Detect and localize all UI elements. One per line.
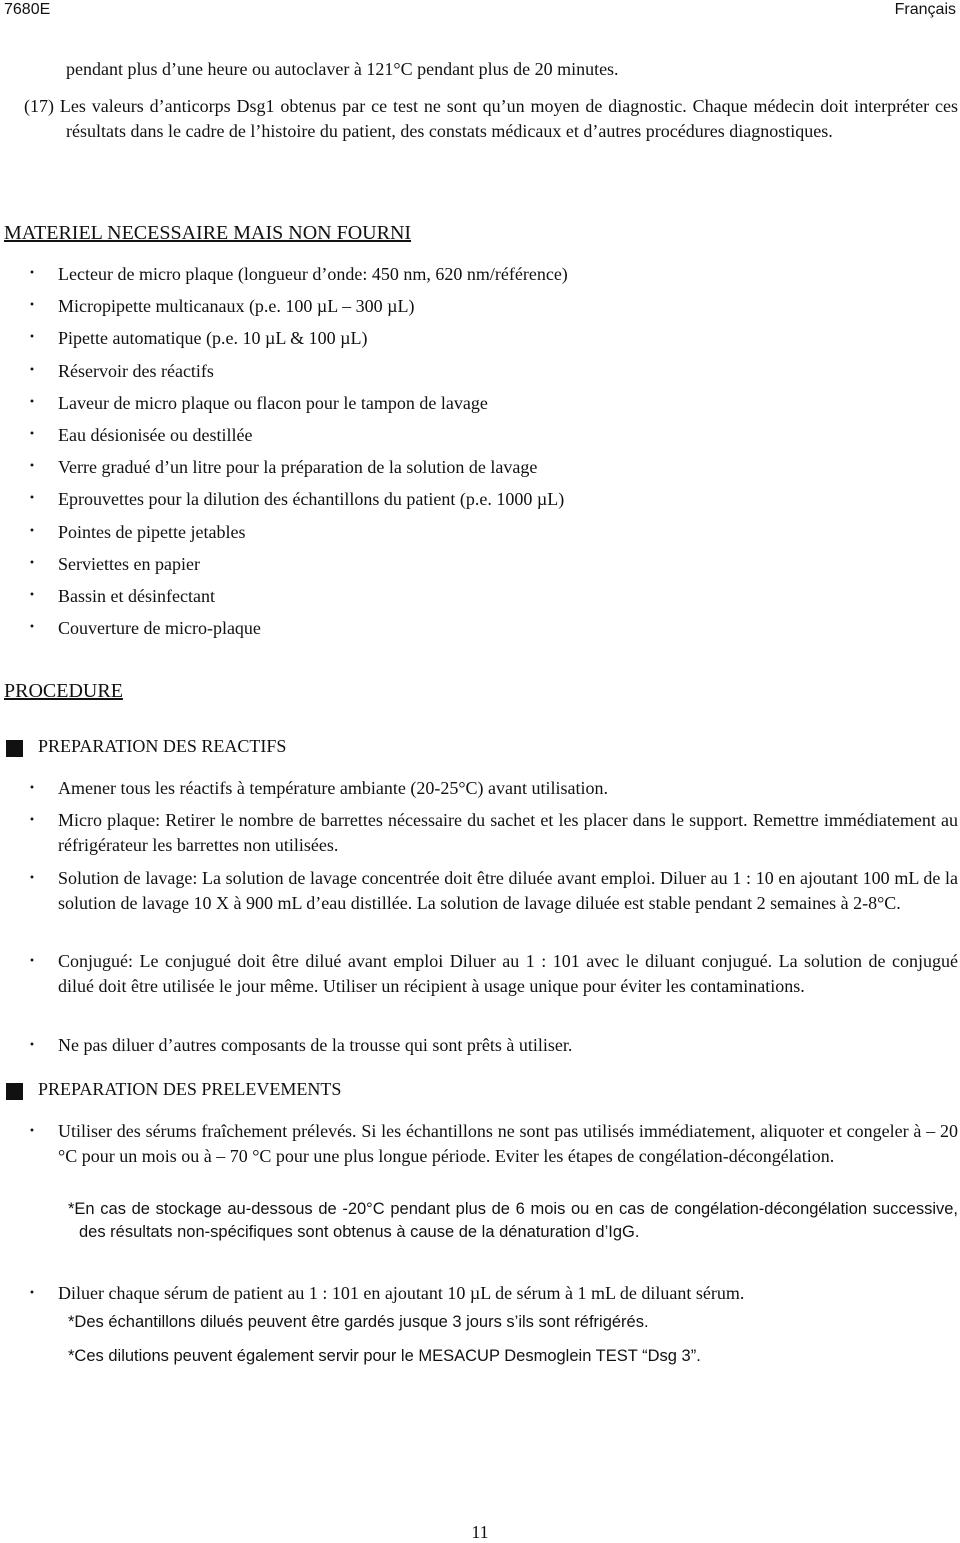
square-bullet-icon	[6, 740, 23, 757]
bullet-icon: ・	[24, 619, 41, 637]
materiel-heading: MATERIEL NECESSAIRE MAIS NON FOURNI	[4, 222, 412, 244]
intro-paragraph-17	[24, 94, 958, 144]
prelevements-subheading: PREPARATION DES PRELEVEMENTS	[38, 1079, 342, 1099]
bullet-icon: ・	[24, 1285, 41, 1302]
list-item: ・ Bassin et désinfectant	[24, 580, 568, 612]
storage-note: *En cas de stockage au-dessous de -20°C pendant plus de 6 mois ou en cas de congélation-décongélation successive, des résultats non-spécifiques sont obtenus à cause de la dénaturation d’IgG.	[68, 1200, 958, 1241]
bullet-icon: ・	[24, 522, 41, 540]
square-bullet-icon	[6, 1083, 23, 1100]
list-item: ・ Serviettes en papier	[24, 548, 568, 580]
list-item: ・ Micro plaque: Retirer le nombre de barrettes nécessaire du sachet et les placer dans le support. Remettre immédiatement au réfrigérateur les barrettes non utilisées.	[24, 810, 958, 855]
list-item: ・ Amener tous les réactifs à température ambiante (20-25°C) avant utilisation.	[24, 776, 958, 801]
list-item: ・ Laveur de micro plaque ou flacon pour le tampon de lavage	[24, 387, 568, 419]
bullet-icon: ・	[24, 870, 41, 887]
list-item: ・ Verre gradué d’un litre pour la préparation de la solution de lavage	[24, 451, 568, 483]
dilutions-note: *Ces dilutions peuvent également servir pour le MESACUP Desmoglein TEST “Dsg 3”.	[68, 1347, 701, 1365]
page-header	[0, 0, 960, 24]
bullet-icon: ・	[24, 458, 41, 476]
list-item: ・ Pointes de pipette jetables	[24, 516, 568, 548]
bullet-icon: ・	[24, 329, 41, 347]
diluted-samples-note: *Des échantillons dilués peuvent être gardés jusque 3 jours s’ils sont réfrigérés.	[68, 1313, 649, 1331]
list-item: ・ Micropipette multicanaux (p.e. 100 µL – 300 µL)	[24, 290, 568, 322]
reactifs-subheading: PREPARATION DES REACTIFS	[38, 736, 287, 756]
list-item: ・ Utiliser des sérums fraîchement prélevés. Si les échantillons ne sont pas utilisés immédiatement, aliquoter et congeler à – 20 °C pour un mois ou à – 70 °C pour une plus longue période. Eviter les étapes de congélation-décongélation.	[24, 1121, 958, 1166]
list-item: ・ Eprouvettes pour la dilution des échantillons du patient (p.e. 1000 µL)	[24, 483, 568, 515]
bullet-icon: ・	[24, 780, 41, 797]
list-item: ・ Lecteur de micro plaque (longueur d’onde: 450 nm, 620 nm/référence)	[24, 258, 568, 290]
intro-paragraph-text: (17) Les valeurs d’anticorps Dsg1 obtenus par ce test ne sont qu’un moyen de diagnostic. Chaque médecin doit interpréter ces résultats dans le cadre de l’histoire du patient, des constats médicaux et d’autres procédures diagnostiques.	[24, 96, 958, 141]
bullet-icon: ・	[24, 265, 41, 282]
bullet-icon: ・	[24, 953, 41, 970]
bullet-icon: ・	[24, 393, 41, 411]
bullet-icon: ・	[24, 812, 41, 829]
intro-line: pendant plus d’une heure ou autoclaver à 121°C pendant plus de 20 minutes.	[66, 59, 619, 79]
bullet-icon: ・	[24, 426, 41, 444]
list-item: ・ Eau désionisée ou destillée	[24, 419, 568, 451]
list-item: ・ Couverture de micro-plaque	[24, 612, 568, 644]
materiel-list	[24, 258, 568, 644]
procedure-heading: PROCEDURE	[4, 680, 123, 702]
document-code: 7680E	[4, 1, 51, 18]
bullet-icon: ・	[24, 1037, 41, 1054]
language-label: Français	[894, 1, 956, 18]
bullet-icon: ・	[24, 587, 41, 605]
list-item: ・ Solution de lavage: La solution de lavage concentrée doit être diluée avant emploi. Diluer au 1 : 10 en ajoutant 100 mL de la solution de lavage 10 X à 900 mL d’eau distillée. La solution de lavage diluée est stable pendant 2 semaines à 2-8°C.	[24, 868, 958, 913]
bullet-icon: ・	[24, 361, 41, 379]
list-item: ・ Pipette automatique (p.e. 10 µL & 100 µL)	[24, 322, 568, 354]
bullet-icon: ・	[24, 1123, 41, 1140]
list-item: ・ Ne pas diluer d’autres composants de la trousse qui sont prêts à utiliser.	[24, 1033, 958, 1058]
bullet-icon: ・	[24, 554, 41, 572]
list-item: ・ Diluer chaque sérum de patient au 1 : 101 en ajoutant 10 µL de sérum à 1 mL de diluant sérum.	[24, 1281, 958, 1306]
bullet-icon: ・	[24, 490, 41, 508]
list-item: ・ Conjugué: Le conjugué doit être dilué avant emploi Diluer au 1 : 101 avec le diluant conjugué. La solution de conjugué dilué doit être utilisée le jour même. Utiliser un récipient à usage unique pour éviter les contaminations.	[24, 951, 958, 996]
page-number: 11	[471, 1522, 489, 1542]
list-item: ・ Réservoir des réactifs	[24, 355, 568, 387]
bullet-icon: ・	[24, 297, 41, 315]
